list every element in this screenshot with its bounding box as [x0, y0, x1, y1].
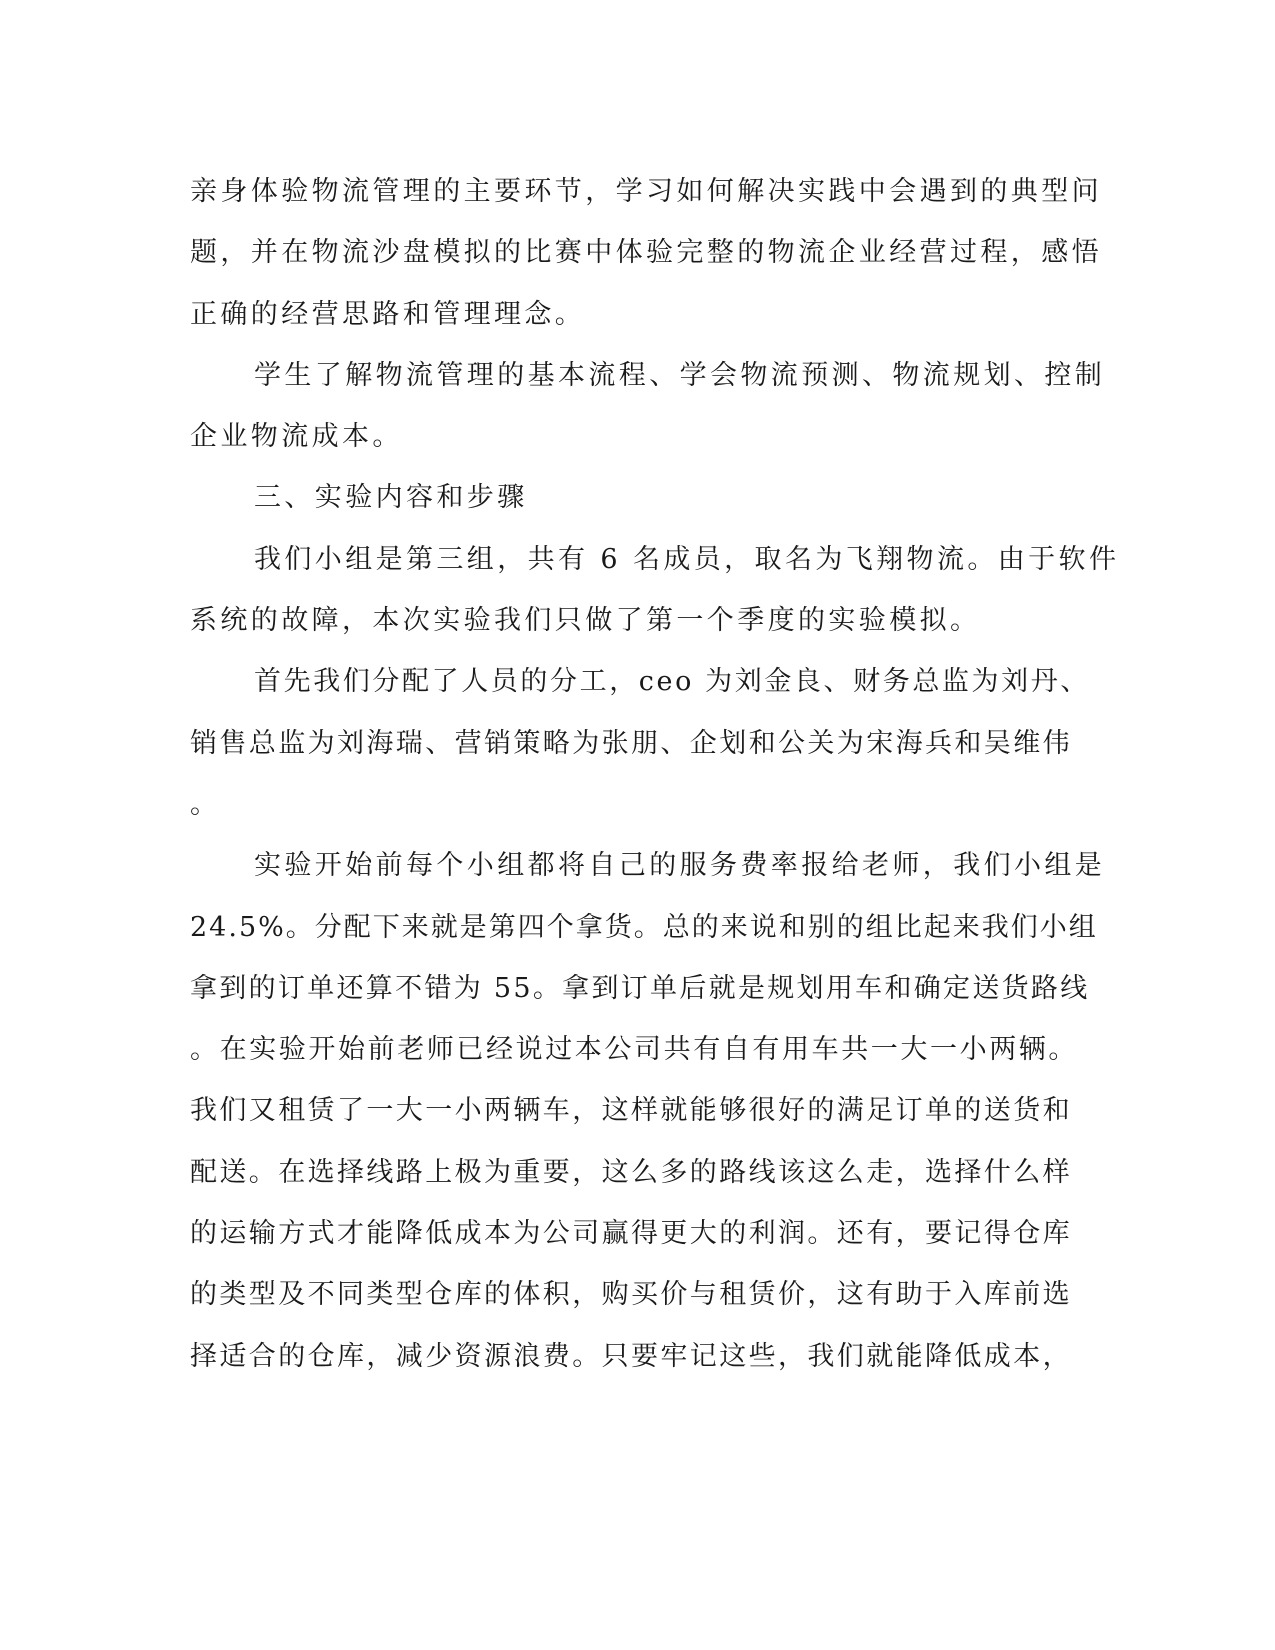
text-line: 亲身体验物流管理的主要环节，学习如何解决实践中会遇到的典型问	[190, 176, 1102, 207]
text-line: 的运输方式才能降低成本为公司赢得更大的利润。还有，要记得仓库	[190, 1218, 1072, 1250]
text-line: 拿到的订单还算不错为 55。拿到订单后就是规划用车和确定送货路线	[190, 972, 1090, 1004]
text-line: 系统的故障，本次实验我们只做了第一个季度的实验模拟。	[190, 605, 981, 637]
text-line-indented: 我们小组是第三组，共有 6 名成员，取名为飞翔物流。由于软件	[254, 543, 1120, 575]
text-line-indented: 实验开始前每个小组都将自己的服务费率报给老师，我们小组是	[254, 850, 1106, 882]
body-text	[190, 161, 1120, 1387]
text-line: 我们又租赁了一大一小两辆车，这样就能够很好的满足订单的送货和	[190, 1095, 1072, 1127]
text-line-indented: 首先我们分配了人员的分工，ceo 为刘金良、财务总监为刘丹、	[254, 666, 1090, 698]
text-line: 企业物流成本。	[190, 421, 403, 453]
text-line: 24.5%。分配下来就是第四个拿货。总的来说和别的组比起来我们小组	[190, 911, 1098, 943]
text-line: 的类型及不同类型仓库的体积，购买价与租赁价，这有助于入库前选	[190, 1279, 1072, 1311]
text-line: 销售总监为刘海瑞、营销策略为张朋、企划和公关为宋海兵和吴维伟	[190, 727, 1072, 759]
text-line: 。在实验开始前老师已经说过本公司共有自有用车共一大一小两辆。	[190, 1034, 1078, 1066]
text-line: 。	[190, 788, 217, 820]
text-line: 题，并在物流沙盘模拟的比赛中体验完整的物流企业经营过程，感悟	[190, 237, 1102, 269]
text-line-indented: 学生了解物流管理的基本流程、学会物流预测、物流规划、控制	[254, 359, 1106, 391]
text-line: 择适合的仓库，减少资源浪费。只要牢记这些，我们就能降低成本，	[190, 1340, 1072, 1372]
text-line: 正确的经营思路和管理理念。	[190, 298, 586, 330]
section-heading: 三、实验内容和步骤	[254, 482, 528, 514]
text-line: 配送。在选择线路上极为重要，这么多的路线该这么走，选择什么样	[190, 1156, 1072, 1188]
